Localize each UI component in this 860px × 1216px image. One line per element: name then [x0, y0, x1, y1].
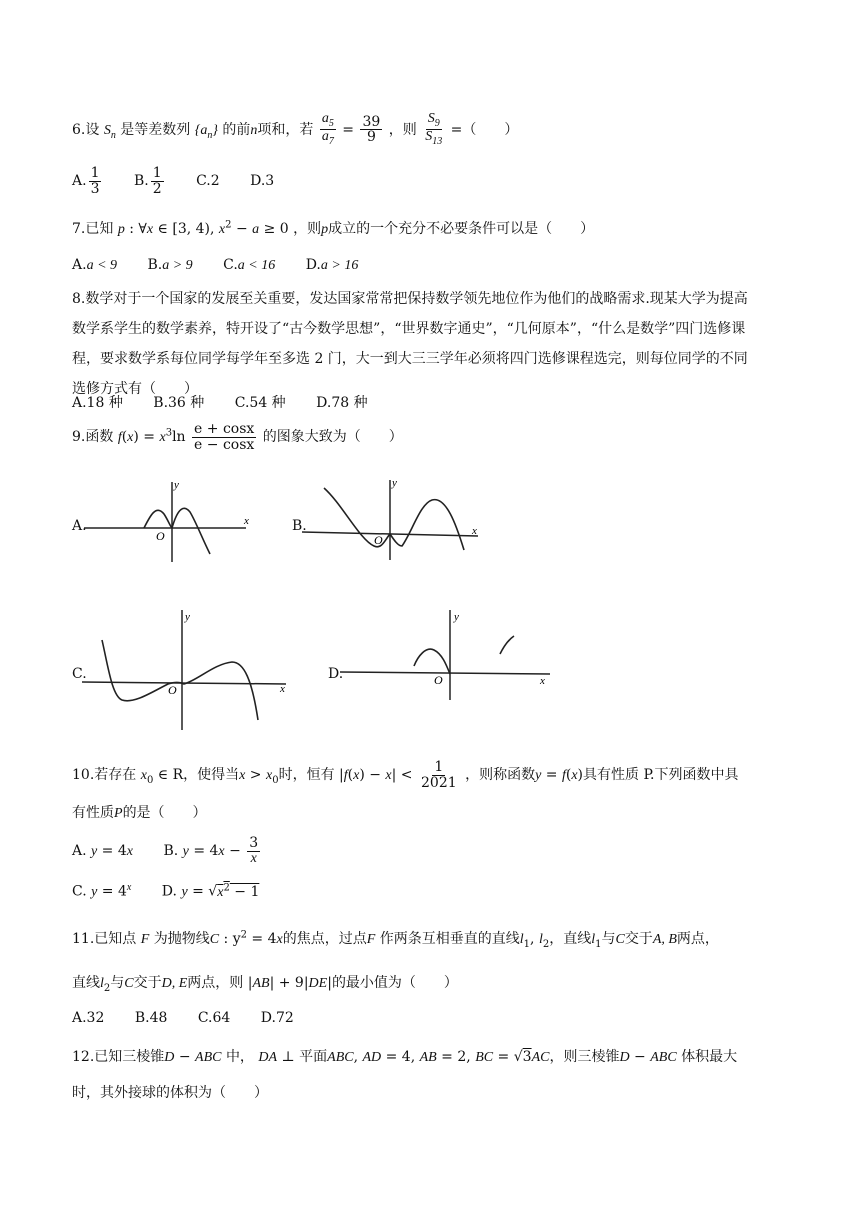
graph-a	[84, 474, 264, 564]
question-10-options-row1	[72, 836, 288, 866]
question-11-stem: 11.已知点 F 为抛物线C : $y^2 = 4x$的焦点，过点F 作两条互相垂直的直线$l_1$, $l_2$，直线$l_1$与C交于A, B两点，	[72, 929, 719, 950]
question-8-options	[72, 392, 394, 412]
x-label: x	[540, 675, 545, 687]
graph-d	[340, 604, 554, 704]
graph-b	[302, 474, 492, 564]
question-8-stem: 8.数学对于一个国家的发展至关重要，发达国家常常把保持数学领先地位作为他们的战略需求.现某大学为提高 数学系学生的数学素养，特开设了“古今数学思想”，“世界数字通史”，“几何原本”，“什么是数学”四门选修课 程，要求数学系每位同学每学年至多选 2 门，大一到大三三学年必须将四门选修课程选完，则每位同学的不同 选修方式有（ ）	[72, 291, 748, 397]
curve	[324, 488, 464, 550]
fraction-s9-s13: $\frac{S_9}{S_{13}}$	[425, 111, 443, 148]
question-9-stem: 9.函数 $f(x) = x^3\ln$ $\frac{e + \cos x}{e - \cos x}$ 的图象大致为（ ）	[72, 421, 403, 453]
option-b: B. $\frac{1}{2}$	[133, 165, 162, 197]
option-b: B. y = 4x − $\frac{3}{x}$	[163, 835, 259, 866]
y-label: y	[174, 479, 179, 491]
fraction-1-2021: $\frac{1}{2021}$	[421, 759, 457, 791]
curve-right	[500, 636, 514, 654]
graph-b-label: B.	[292, 518, 307, 534]
question-7-options	[72, 257, 384, 274]
option-b: B.36 种	[153, 395, 205, 411]
option-a: A.18 种	[72, 395, 123, 411]
graph-c	[82, 604, 292, 734]
curve-left	[414, 649, 450, 674]
option-a: A. y = 4x	[72, 843, 133, 860]
graph-c-label: C.	[72, 666, 87, 682]
option-d: D.a > 16	[305, 257, 359, 273]
y-label: y	[392, 477, 397, 489]
option-b: B.a > 9	[147, 257, 193, 273]
origin-label: O	[168, 683, 177, 697]
option-c: C. $y = 4^x$	[72, 882, 132, 900]
question-10-line2: 有性质P的是（ ）	[72, 805, 207, 821]
option-a: A.32	[72, 1010, 105, 1026]
option-a: A.a < 9	[72, 257, 118, 273]
option-d: D.3	[250, 173, 275, 190]
graph-d-label: D.	[328, 666, 344, 682]
y-label: y	[185, 611, 190, 623]
x-label: x	[244, 515, 249, 527]
question-7-stem: 7.已知 p : ∀x ∈ [3, 4), $x^2 - a \ge 0$ ，则p成立的一个充分不必要条件可以是（ ）	[72, 219, 595, 237]
option-d: D.72	[260, 1010, 294, 1026]
option-c: C.a < 16	[223, 257, 276, 273]
origin-label: O	[156, 529, 165, 543]
option-d: D.78 种	[316, 395, 368, 411]
option-b: B.48	[134, 1010, 168, 1026]
option-c: C.64	[197, 1010, 231, 1026]
question-11-options	[72, 1010, 320, 1026]
question-6-options	[72, 166, 300, 196]
x-axis	[340, 672, 550, 674]
question-12-line2: 时，其外接球的体积为（ ）	[72, 1085, 268, 1101]
origin-label: O	[434, 673, 443, 687]
question-10-stem: 10.若存在 $x_0$ ∈ R，使得当$x > x_0$时，恒有 |f(x) − x| < $\frac{1}{2021}$ ，则称函数y = f(x)具有性质 P.下列函数中具	[72, 759, 739, 791]
y-label: y	[454, 611, 459, 623]
option-a: A. $\frac{1}{3}$	[72, 165, 100, 197]
question-12-stem: 12.已知三棱锥D − ABC 中， DA ⊥ 平面ABC, AD = 4, AB = 2, BC = √3AC，则三棱锥D − ABC 体积最大	[72, 1049, 738, 1065]
fraction-ln-arg: $\frac{e + \cos x}{e - \cos x}$	[194, 421, 255, 453]
origin-label: O	[374, 533, 383, 547]
curve	[102, 640, 258, 720]
x-label: x	[280, 683, 285, 695]
x-label: x	[472, 525, 477, 537]
option-c: C.54 种	[234, 395, 286, 411]
question-6-stem: 6.设 $S_n$ 是等差数列 $\{a_n\}$ 的前n项和，若 $\frac{a_5}{a_7}$ = $\frac{39}{9}$ ，则 $\frac{S_9}{S_{13}}$ =（ ）	[72, 111, 519, 148]
curve	[144, 508, 210, 554]
fraction-a5-a7: $\frac{a_5}{a_7}$	[321, 111, 334, 148]
option-c: C.2	[196, 173, 220, 190]
question-11-line2: 直线$l_2$与C交于D, E两点，则 |AB| + 9|DE|的最小值为（ ）	[72, 975, 458, 994]
question-10-options-row2	[72, 882, 285, 901]
option-d: D. $y = √x^2 - 1$	[161, 882, 260, 900]
graph-a-label: A.	[72, 518, 87, 534]
fraction-39-9: $\frac{39}{9}$	[362, 113, 381, 146]
